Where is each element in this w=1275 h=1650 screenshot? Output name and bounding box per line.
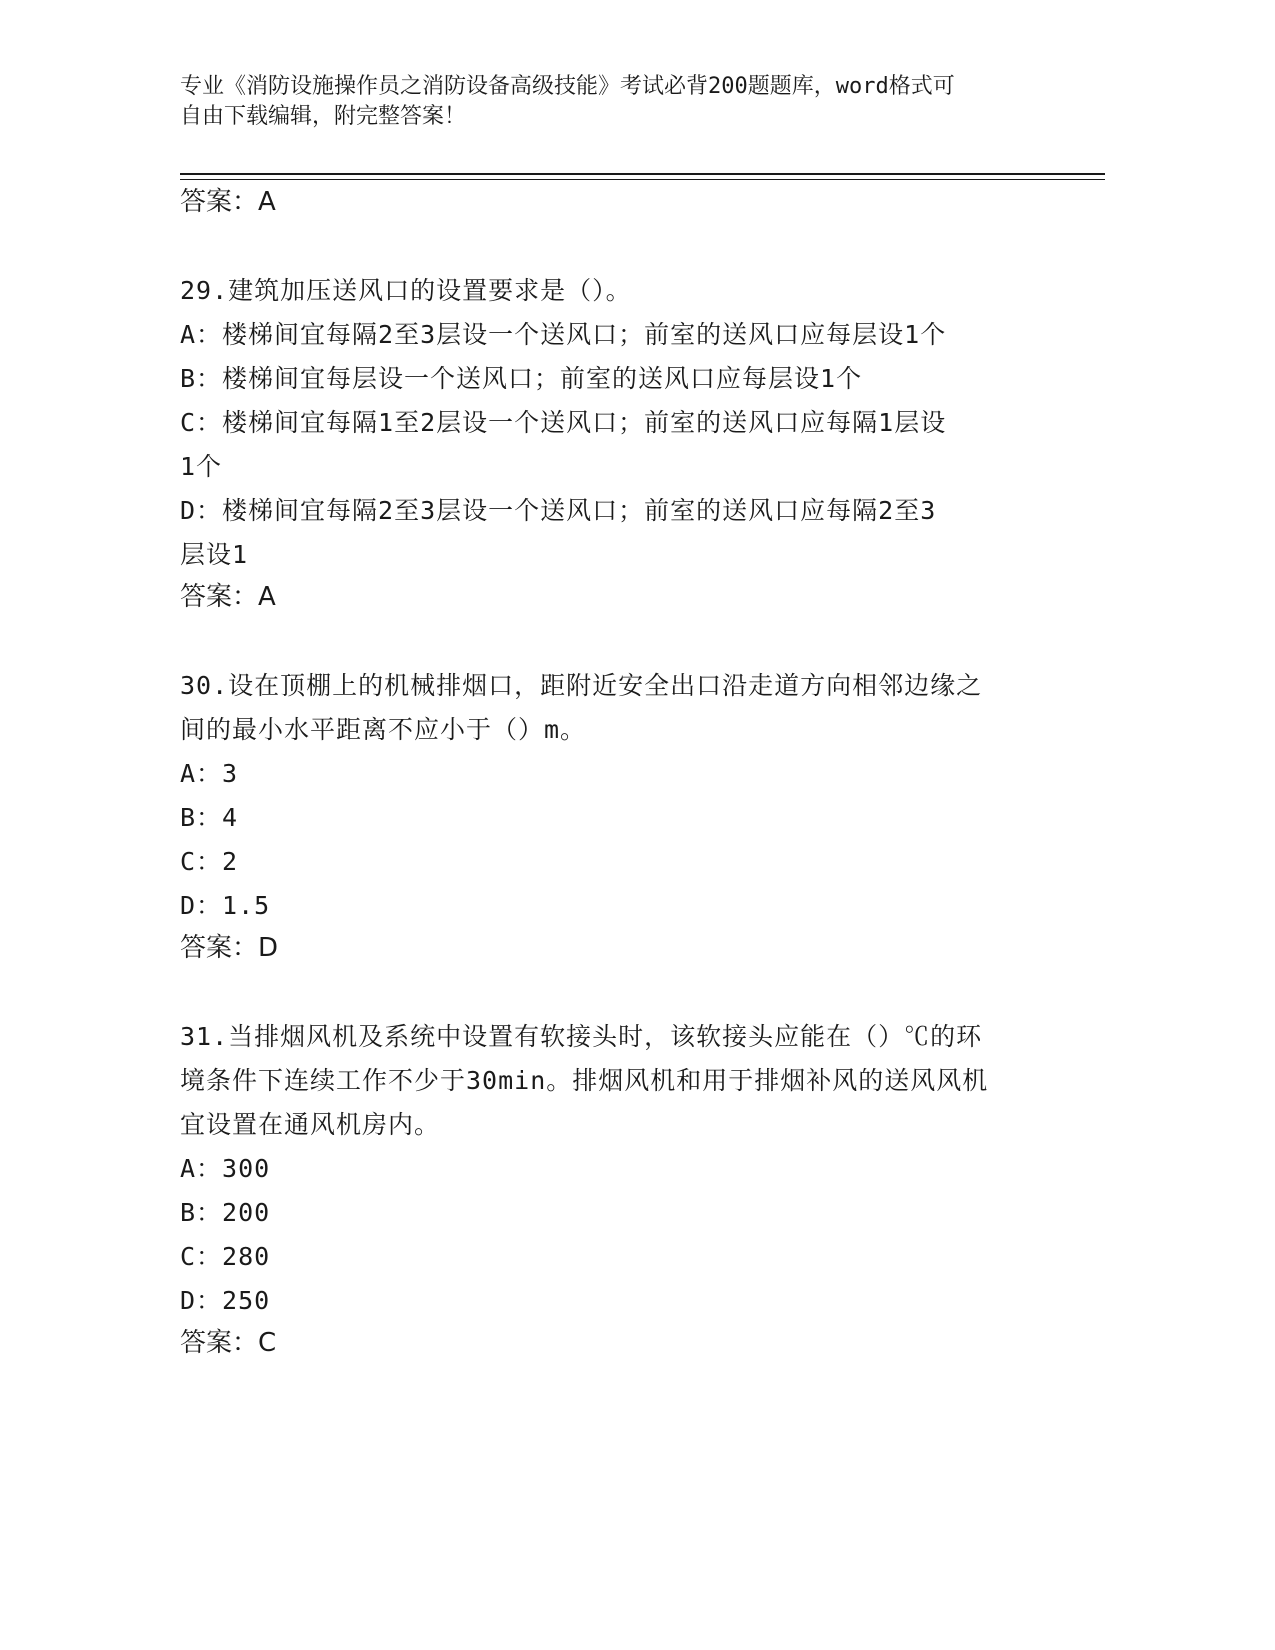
stem-line: 31.当排烟风机及系统中设置有软接头时，该软接头应能在（）℃的环: [180, 1022, 983, 1051]
option-b: B：200: [180, 1198, 271, 1227]
stem-line: 境条件下连续工作不少于30min。排烟风机和用于排烟补风的送风风机: [180, 1066, 989, 1095]
document-header: [180, 72, 1060, 132]
option-line: D：楼梯间宜每隔2至3层设一个送风口；前室的送风口应每隔2至3: [180, 496, 937, 525]
option-d: D：1.5: [180, 891, 271, 920]
option-line: C：楼梯间宜每隔1至2层设一个送风口；前室的送风口应每隔1层设: [180, 408, 947, 437]
stem-line: 宜设置在通风机房内。: [180, 1110, 441, 1139]
question-stem: [180, 664, 1040, 752]
question-stem: [180, 1015, 1040, 1147]
question-stem: [180, 269, 1040, 313]
question-29: [180, 269, 1040, 617]
spacer: [180, 222, 1040, 269]
question-31: [180, 1015, 1040, 1363]
option-b: [180, 357, 1040, 401]
option-c: [180, 401, 1040, 489]
answer-line: 答案：D: [180, 933, 279, 963]
option-line: 层设1: [180, 540, 249, 569]
header-line-1: 专业《消防设施操作员之消防设备高级技能》考试必背200题题库，word格式可: [180, 74, 955, 99]
stem-line: 30.设在顶棚上的机械排烟口，距附近安全出口沿走道方向相邻边缘之: [180, 671, 983, 700]
question-list: [180, 182, 1040, 1363]
spacer: [180, 968, 1040, 1015]
header-divider-thin: [180, 179, 1105, 180]
option-c: C：280: [180, 1242, 271, 1271]
stem-line: 间的最小水平距离不应小于（）m。: [180, 715, 587, 744]
header-line-2: 自由下载编辑，附完整答案！: [180, 104, 467, 129]
spacer: [180, 617, 1040, 664]
answer-line: 答案：C: [180, 1328, 277, 1358]
answer-line: 答案：A: [180, 582, 276, 612]
option-a: A：3: [180, 759, 239, 788]
option-d: D：250: [180, 1286, 271, 1315]
header-divider-thick: [180, 173, 1105, 175]
previous-answer: 答案：A: [180, 187, 276, 217]
option-line: B：楼梯间宜每层设一个送风口；前室的送风口应每层设1个: [180, 364, 863, 393]
option-line: 1个: [180, 452, 223, 481]
stem-line: 29.建筑加压送风口的设置要求是（）。: [180, 276, 632, 305]
option-d: [180, 489, 1040, 577]
question-30: [180, 664, 1040, 968]
option-line: A：楼梯间宜每隔2至3层设一个送风口；前室的送风口应每层设1个: [180, 320, 947, 349]
option-a: [180, 313, 1040, 357]
option-c: C：2: [180, 847, 239, 876]
option-a: A：300: [180, 1154, 271, 1183]
option-b: B：4: [180, 803, 239, 832]
